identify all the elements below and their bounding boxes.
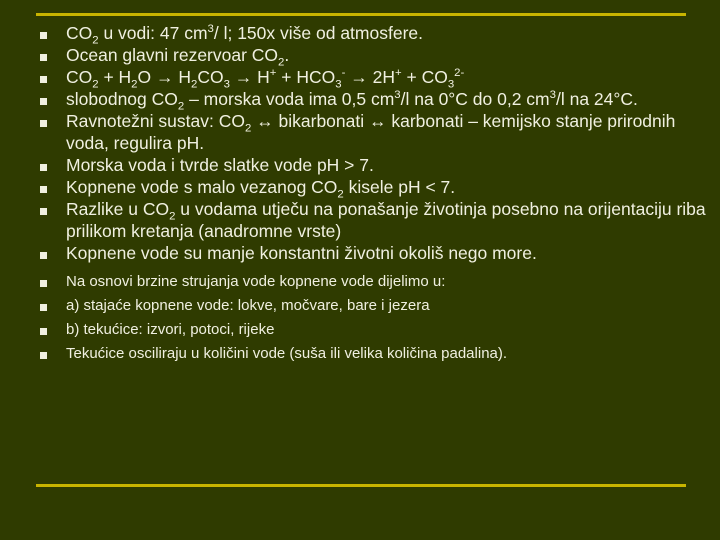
bullet-item — [38, 318, 708, 342]
bullet-text — [66, 89, 638, 113]
superscript: - — [341, 67, 346, 80]
bullet-text — [66, 67, 465, 91]
text-run: Kopnene vode s malo vezanog CO — [66, 177, 338, 197]
text-run: ↔ bikarbonati ↔ karbonati – kemijsko stanje prirodnih voda, regulira pH. — [66, 111, 676, 153]
superscript: + — [394, 67, 402, 80]
subscript: 2 — [169, 210, 176, 223]
square-bullet-icon — [40, 120, 47, 127]
bullet-item — [38, 44, 708, 69]
superscript: + — [269, 67, 277, 80]
subscript: 2 — [244, 122, 252, 135]
text-run: Tekućice osciliraju u količini vode (suša ili velika količina padalina). — [66, 345, 508, 362]
text-run: a) stajaće kopnene vode: lokve, močvare, bare i jezera — [66, 297, 430, 314]
square-bullet-icon — [40, 208, 47, 215]
bullet-item — [38, 176, 708, 201]
bullet-item — [38, 242, 708, 264]
bullet-item — [38, 198, 708, 242]
superscript: 3 — [549, 89, 556, 102]
text-run: u vodi: 47 cm — [98, 23, 208, 43]
text-run: + HCO — [276, 67, 336, 87]
text-run: / l; 150x više od atmosfere. — [213, 23, 423, 43]
superscript: 3 — [207, 23, 214, 36]
bullet-text — [66, 155, 374, 175]
text-run: + H — [98, 67, 132, 87]
square-bullet-icon — [40, 32, 47, 39]
text-run: Ravnotežni sustav: CO — [66, 111, 245, 131]
text-run: /l na 0°C do 0,2 cm — [400, 89, 550, 109]
text-run: – morska voda ima 0,5 cm — [184, 89, 395, 109]
square-bullet-icon — [40, 98, 47, 105]
text-run: Morska voda i tvrde slatke vode pH > 7. — [66, 155, 374, 175]
text-run: → 2H — [345, 67, 395, 87]
bullet-text — [66, 321, 274, 338]
text-run: Ocean glavni rezervoar CO — [66, 45, 279, 65]
bullet-item — [38, 88, 708, 113]
bullet-text — [66, 273, 445, 290]
bullet-text — [66, 111, 675, 153]
text-run: Razlike u CO — [66, 199, 170, 219]
bullet-text — [66, 23, 423, 47]
bullet-item — [38, 294, 708, 318]
bullet-item — [38, 22, 708, 47]
text-run: kisele pH < 7. — [343, 177, 456, 197]
bullet-text — [66, 45, 290, 69]
text-run: CO — [66, 23, 93, 43]
superscript: 3 — [394, 89, 401, 102]
square-bullet-icon — [40, 54, 47, 61]
square-bullet-icon — [40, 352, 47, 359]
bullet-text — [66, 297, 430, 314]
bullet-text — [66, 345, 507, 362]
text-run: CO — [197, 67, 224, 87]
top-rule — [36, 13, 686, 16]
superscript: 2- — [454, 67, 465, 80]
text-run: O → H — [137, 67, 191, 87]
bullet-item — [38, 270, 708, 294]
subscript: 2 — [131, 78, 138, 91]
subscript: 2 — [92, 34, 99, 47]
text-run: CO — [66, 67, 93, 87]
square-bullet-icon — [40, 186, 47, 193]
text-run: slobodnog CO — [66, 89, 178, 109]
square-bullet-icon — [40, 328, 47, 335]
bottom-rule — [36, 484, 686, 487]
subscript: 2 — [177, 100, 185, 113]
text-run: . — [284, 45, 290, 65]
text-run: b) tekućice: izvori, potoci, rijeke — [66, 321, 275, 338]
text-run: Kopnene vode su manje konstantni životni okoliš nego more. — [66, 243, 537, 263]
subscript: 3 — [223, 78, 230, 91]
bullet-text — [66, 177, 456, 201]
subscript: 3 — [447, 78, 455, 91]
square-bullet-icon — [40, 280, 47, 287]
bullet-text — [66, 199, 706, 241]
square-bullet-icon — [40, 164, 47, 171]
bullet-text — [66, 243, 537, 263]
text-run: /l na 24°C. — [555, 89, 638, 109]
subscript: 2 — [337, 188, 344, 201]
square-bullet-icon — [40, 252, 47, 259]
subscript: 2 — [190, 78, 198, 91]
subscript: 3 — [335, 78, 342, 91]
bullet-list — [38, 22, 708, 366]
subscript: 2 — [278, 56, 285, 69]
text-run: u vodama utječu na ponašanje životinja posebno na orijentaciju riba prilikom kretanja (anadromne vrste) — [66, 199, 706, 241]
text-run: Na osnovi brzine strujanja vode kopnene vode dijelimo u: — [66, 273, 446, 290]
square-bullet-icon — [40, 76, 47, 83]
bullet-item — [38, 66, 708, 91]
text-run: → H — [229, 67, 270, 87]
square-bullet-icon — [40, 304, 47, 311]
bullet-item — [38, 110, 708, 154]
bullet-item — [38, 154, 708, 176]
bullet-item — [38, 342, 708, 366]
text-run: + CO — [401, 67, 448, 87]
subscript: 2 — [92, 78, 99, 91]
